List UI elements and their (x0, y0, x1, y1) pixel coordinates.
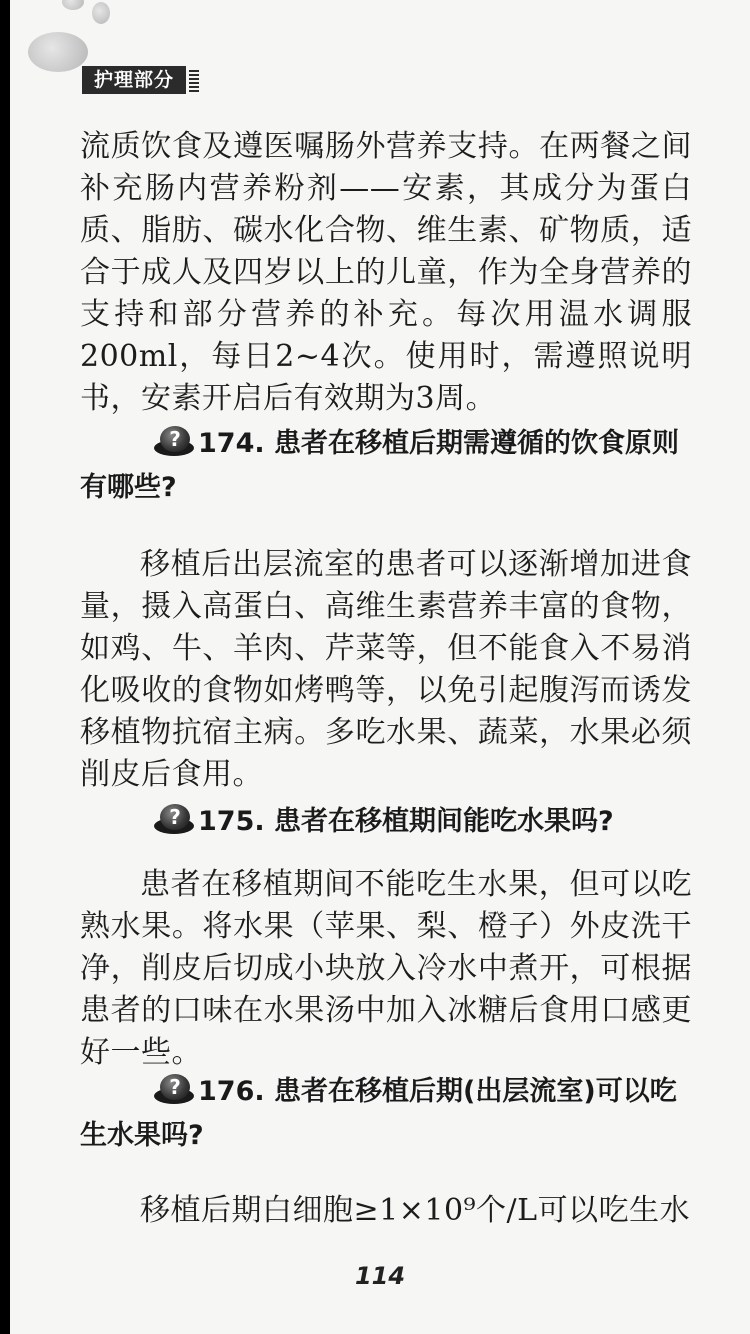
answer-174-paragraph: 移植后出层流室的患者可以逐渐增加进食量，摄入高蛋白、高维生素营养丰富的食物，如鸡、牛、羊肉、芹菜等，但不能食入不易消化吸收的食物如烤鸭等，以免引起腹泻而诱发移植物抗宿主病。多吃水果、蔬菜，水果必须削皮后食用。 (80, 547, 692, 792)
question-mark-icon: ? (152, 804, 196, 834)
page-number: 114 (354, 1262, 406, 1290)
question-175 (80, 800, 692, 844)
question-175-text: 175. 患者在移植期间能吃水果吗? (198, 806, 614, 837)
decorative-blob (62, 0, 84, 10)
question-176-text: 176. 患者在移植后期(出层流室)可以吃生水果吗? (80, 1076, 677, 1151)
question-176 (80, 1070, 692, 1158)
question-mark-icon: ? (152, 1074, 196, 1104)
section-header (82, 66, 199, 94)
section-label: 护理部分 (82, 66, 186, 94)
answer-176-paragraph: 移植后期白细胞≥1×10⁹个/L可以吃生水 (140, 1193, 691, 1228)
decorative-blob (28, 32, 88, 72)
question-174-text: 174. 患者在移植后期需遵循的饮食原则有哪些? (80, 428, 680, 503)
answer-175-paragraph: 患者在移植期间不能吃生水果，但可以吃熟水果。将水果（苹果、梨、橙子）外皮洗干净，削皮后切成小块放入冷水中煮开，可根据患者的口味在水果汤中加入冰糖后食用口感更好一些。 (80, 867, 692, 1070)
question-174 (80, 422, 692, 510)
decorative-blob (92, 2, 110, 24)
intro-paragraph: 流质饮食及遵医嘱肠外营养支持。在两餐之间补充肠内营养粉剂——安素，其成分为蛋白质、脂肪、碳水化合物、维生素、矿物质，适合于成人及四岁以上的儿童，作为全身营养的支持和部分营养的补充。每次用温水调服200ml，每日2~4次。使用时，需遵照说明书，安素开启后有效期为3周。 (80, 129, 692, 416)
question-mark-icon: ? (152, 426, 196, 456)
header-dots-decoration (189, 68, 199, 92)
book-page (10, 0, 750, 1334)
